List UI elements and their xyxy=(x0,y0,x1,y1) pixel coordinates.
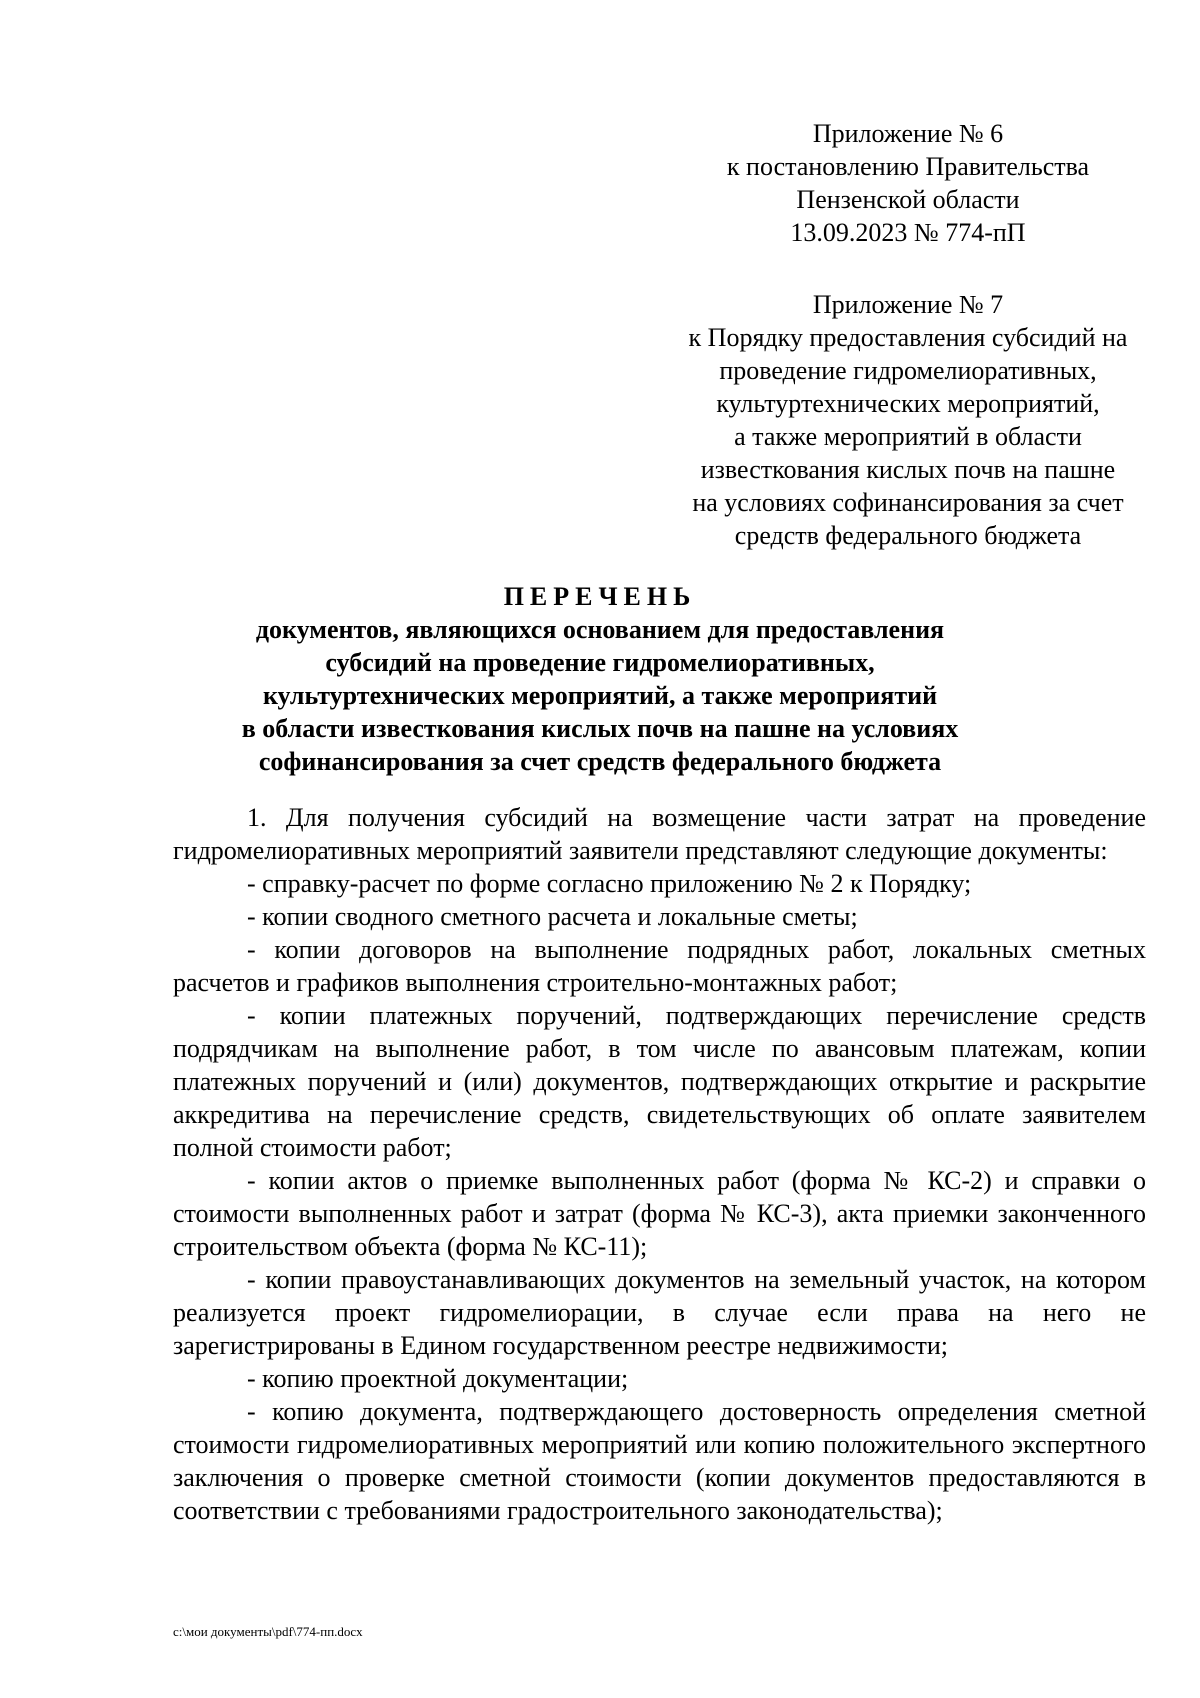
appendix-7-header xyxy=(668,288,1148,552)
appendix-7-line: на условиях софинансирования за счет xyxy=(692,488,1124,517)
title-line: субсидий на проведение гидромелиоративных, xyxy=(325,648,875,677)
appendix-7-line: а также мероприятий в области xyxy=(734,422,1082,451)
appendix-6-line: к постановлению Правительства xyxy=(726,152,1090,181)
appendix-7-line: средств федерального бюджета xyxy=(734,521,1082,550)
appendix-6-line: Пензенской области xyxy=(796,185,1020,214)
appendix-6-header xyxy=(668,117,1148,249)
document-title xyxy=(170,580,1030,778)
appendix-7-line: известкования кислых почв на пашне xyxy=(700,455,1116,484)
appendix-6-line: Приложение № 6 xyxy=(812,119,1004,148)
list-item: - копию документа, подтверждающего достоверность определения сметной стоимости гидромелиоративных мероприятий или копию положительного экспертного заключения о проверке сметной стоимости (копии документов предоставляются в соответствии с требованиями градостроительного законодательства); xyxy=(173,1397,1146,1525)
footer-file-path: c:\мои документы\pdf\774-пп.docx xyxy=(173,1624,363,1639)
title-heading: ПЕРЕЧЕНЬ xyxy=(503,582,697,611)
appendix-7-line: Приложение № 7 xyxy=(812,290,1004,319)
appendix-7-line: к Порядку предоставления субсидий на xyxy=(688,323,1128,352)
title-line: софинансирования за счет средств федерального бюджета xyxy=(258,747,942,776)
title-line: в области известкования кислых почв на пашне на условиях xyxy=(241,714,959,743)
body-paragraph: 1. Для получения субсидий на возмещение части затрат на проведение гидромелиоративных мероприятий заявители представляют следующие документы: xyxy=(173,803,1146,865)
title-line: документов, являющихся основанием для предоставления xyxy=(255,615,945,644)
list-item: - копии актов о приемке выполненных работ (форма № КС-2) и справки о стоимости выполненных работ и затрат (форма № КС-3), акта приемки законченного строительством объекта (форма № КС-11); xyxy=(173,1166,1146,1261)
appendix-7-line: культуртехнических мероприятий, xyxy=(716,389,1100,418)
title-line: культуртехнических мероприятий, а также мероприятий xyxy=(262,681,938,710)
list-item: - копии правоустанавливающих документов на земельный участок, на котором реализуется проект гидромелиорации, в случае если права на него не зарегистрированы в Едином государственном реестре недвижимости; xyxy=(173,1265,1146,1360)
appendix-6-line: 13.09.2023 № 774-пП xyxy=(790,218,1026,247)
list-item: - справку-расчет по форме согласно приложению № 2 к Порядку; xyxy=(247,869,972,898)
list-item: - копию проектной документации; xyxy=(247,1364,629,1393)
appendix-7-line: проведение гидромелиоративных, xyxy=(719,356,1097,385)
list-item: - копии договоров на выполнение подрядных работ, локальных сметных расчетов и графиков выполнения строительно-монтажных работ; xyxy=(173,935,1146,997)
list-item: - копии сводного сметного расчета и локальные сметы; xyxy=(247,902,858,931)
list-item: - копии платежных поручений, подтверждающих перечисление средств подрядчикам на выполнение работ, в том числе по авансовым платежам, копии платежных поручений и (или) документов, подтверждающих открытие и раскрытие аккредитива на перечисление средств, свидетельствующих об оплате заявителем полной стоимости работ; xyxy=(173,1001,1146,1162)
document-body xyxy=(173,801,1146,1527)
